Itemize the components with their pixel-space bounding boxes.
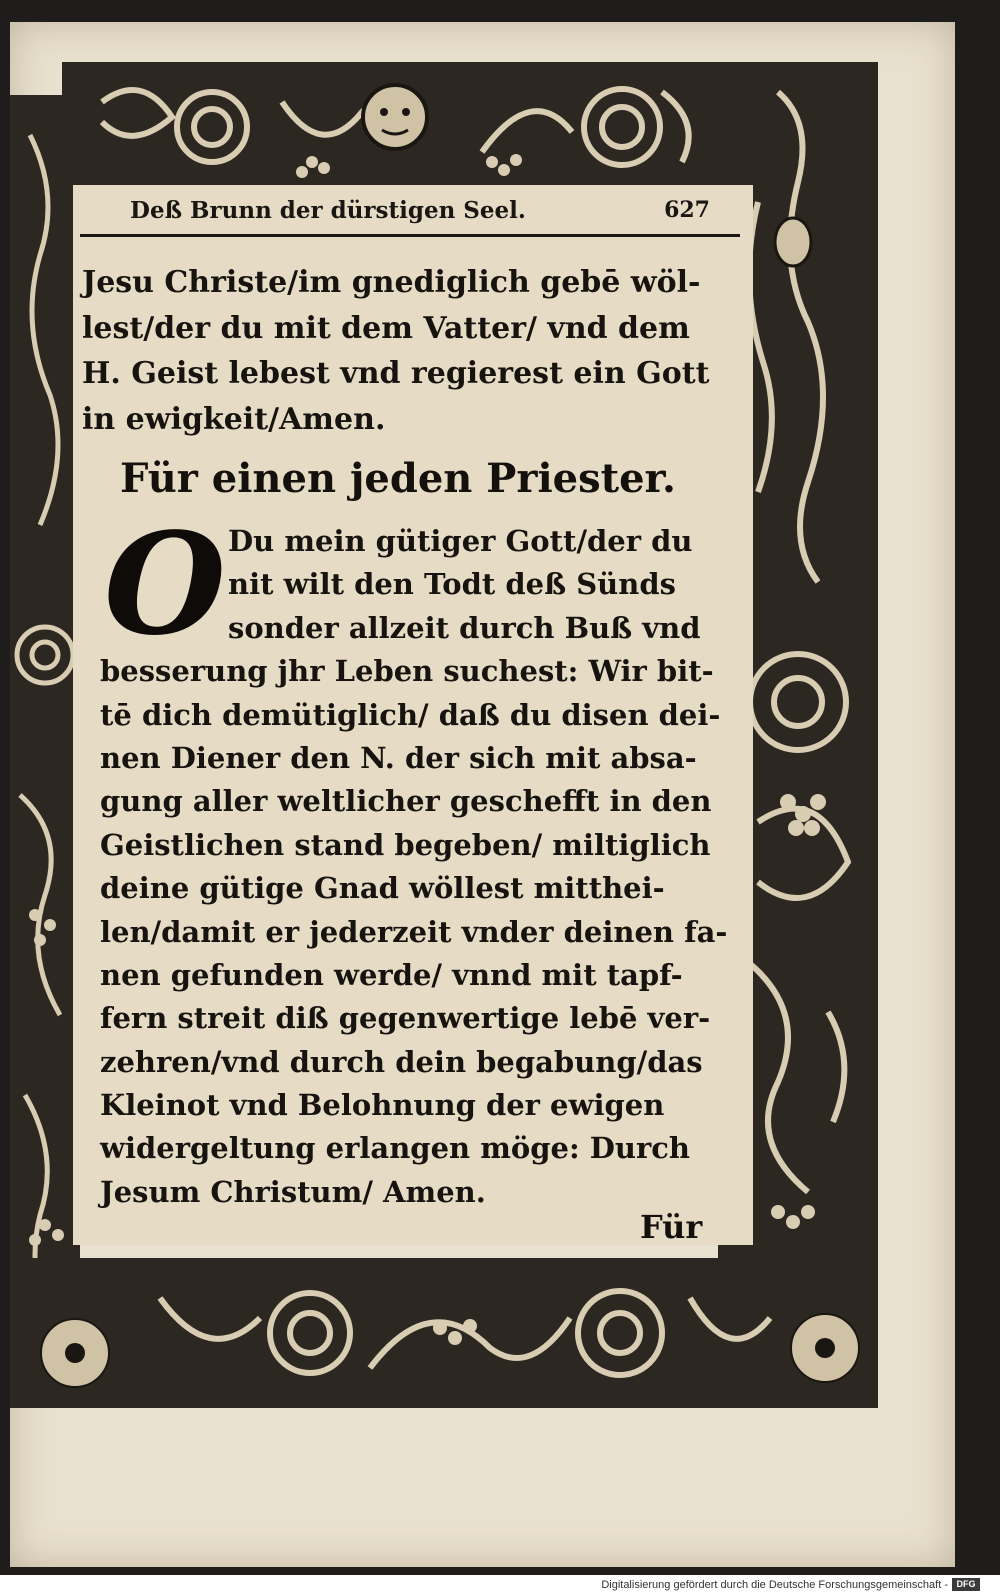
text-line: zehren/vnd durch dein begabung/das: [100, 1044, 703, 1079]
text-line: Jesum Christum/ Amen.: [100, 1174, 486, 1209]
text-line: nit wilt den Todt deß Sünds: [228, 567, 676, 602]
scroll-ornament-top: [62, 62, 727, 187]
drop-capital: O: [104, 503, 226, 667]
text-line: Du mein gütiger Gott/der du: [228, 524, 693, 558]
text-line: deine gütige Gnad wöllest mitthei-: [100, 871, 665, 906]
text-line: in ewigkeit/Amen.: [82, 401, 386, 437]
running-head: [130, 190, 730, 230]
text-line: nen gefunden werde/ vnnd mit tapf-: [100, 957, 683, 992]
ornamental-border-left: [10, 95, 80, 1405]
header-rule: [80, 234, 740, 237]
continuation-paragraph: [82, 260, 752, 442]
text-line: lest/der du mit dem Vatter/ vnd dem: [82, 310, 690, 346]
scroll-and-flower-ornament-bottom: [10, 1258, 878, 1408]
text-line: H. Geist lebest vnd regierest ein Gott: [82, 356, 710, 391]
text-line: len/damit er jederzeit vnder deinen fa-: [100, 914, 728, 949]
running-title: Deß Brunn der dürstigen Seel.: [130, 196, 526, 224]
page-number: 627: [664, 197, 710, 223]
digitization-credit: Digitalisierung gefördert durch die Deutsche Forschungsgemeinschaft -: [601, 1579, 948, 1591]
text-line: fern streit diß gegenwertige lebē ver-: [100, 1001, 711, 1036]
section-heading: Für einen jeden Priester.: [120, 455, 676, 502]
dfg-logo: DFG: [952, 1578, 980, 1591]
text-line: besserung jhr Leben suchest: Wir bit-: [100, 654, 714, 689]
figure-and-foliage-ornament-left: [10, 95, 80, 1405]
prayer-paragraph: [100, 503, 770, 1214]
text-line: sonder allzeit durch Buß vnd: [228, 610, 701, 645]
text-line: widergeltung erlangen möge: Durch: [100, 1131, 691, 1166]
text-line: nen Diener den N. der sich mit absa-: [100, 740, 697, 775]
text-line: Jesu Christe/im gnediglich gebē wöl-: [82, 265, 701, 300]
text-line: gung aller weltlicher geschefft in den: [100, 784, 712, 819]
catchword: Für: [640, 1208, 703, 1246]
ornamental-border-bottom: [10, 1258, 878, 1408]
text-line: Geistlichen stand begeben/ miltiglich: [100, 827, 711, 862]
text-line: Kleinot vnd Belohnung der ewigen: [100, 1088, 665, 1123]
text-line: tē dich demütiglich/ daß du disen dei-: [100, 697, 721, 732]
ornamental-border-top: [62, 62, 727, 187]
